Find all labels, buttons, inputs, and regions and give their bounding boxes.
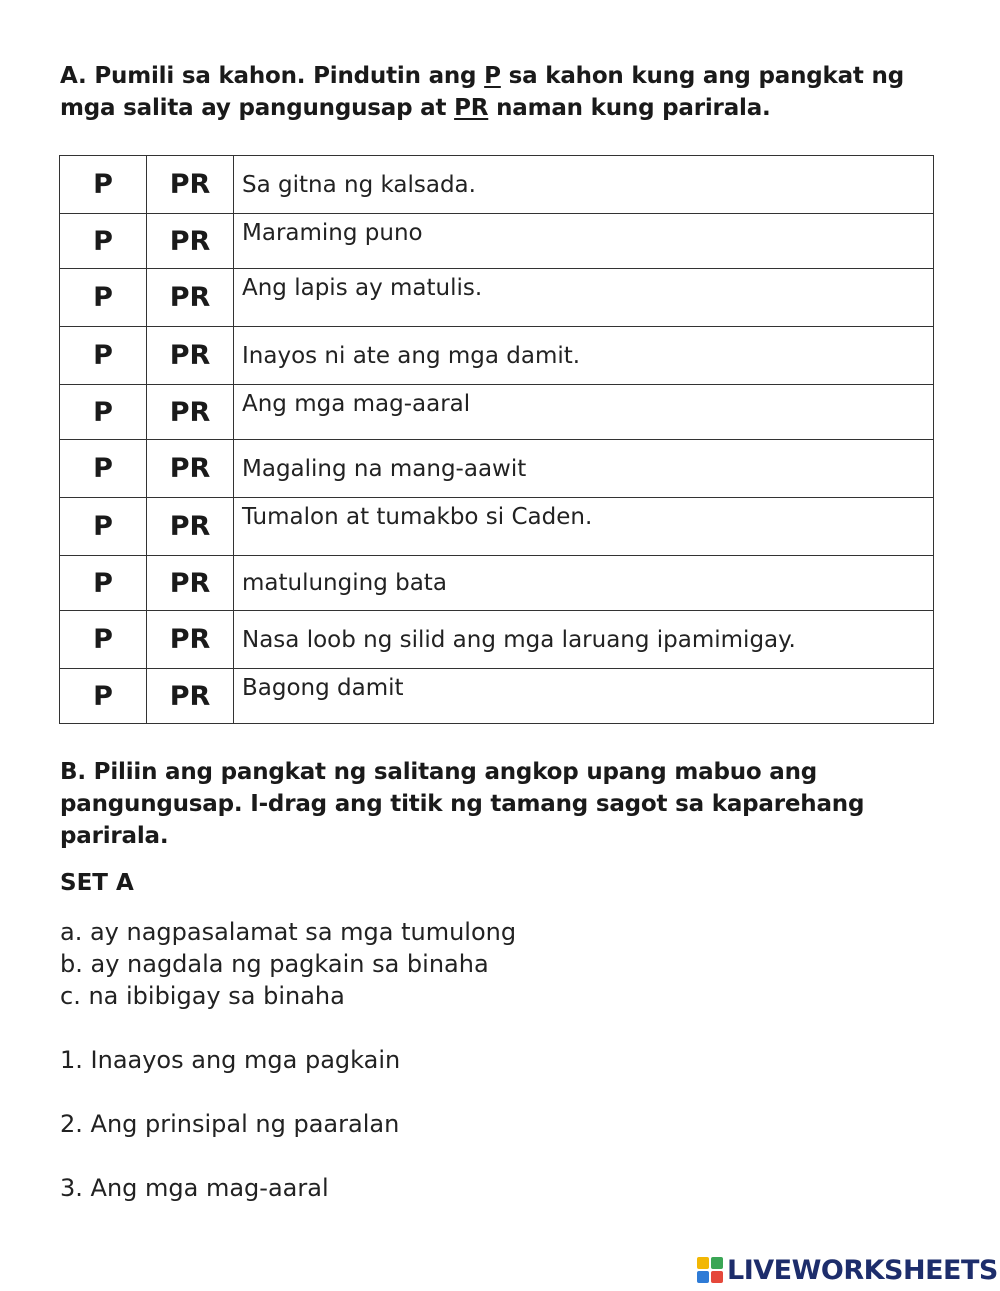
phrase-text: Magaling na mang-aawit [234,440,934,498]
section-a-instruction: A. Pumili sa kahon. Pindutin ang P sa kahon kung ang pangkat ng mga salita ay pangungusap at PR naman kung parirala. [60,63,904,121]
option-p-button[interactable]: P [60,556,147,611]
section-b-instruction: B. Piliin ang pangkat ng salitang angkop upang mabuo ang pangungusap. I-drag ang titik ng tamang sagot sa kaparehang parirala. [60,759,865,849]
drop-zone-1[interactable] [408,1048,468,1074]
phrase-text: Ang lapis ay matulis. [234,269,934,327]
option-p-button[interactable]: P [60,440,147,498]
option-pr-button[interactable]: PR [147,327,234,385]
pr-label: PR [454,95,489,121]
option-pr-button[interactable]: PR [147,611,234,669]
item-2-text: 2. Ang prinsipal ng paaralan [60,1110,400,1138]
option-pr-button[interactable]: PR [147,385,234,440]
phrase-text: Inayos ni ate ang mga damit. [234,327,934,385]
option-p-button[interactable]: P [60,669,147,724]
phrase-text: Nasa loob ng silid ang mga laruang ipamimigay. [234,611,934,669]
set-label: SET A [60,870,134,896]
selection-table [59,155,934,724]
phrase-text: Ang mga mag-aaral [234,385,934,440]
table-row [60,611,934,669]
option-pr-button[interactable]: PR [147,669,234,724]
drop-zone-3[interactable] [336,1176,396,1202]
table-row [60,556,934,611]
item-3-text: 3. Ang mga mag-aaral [60,1174,329,1202]
option-p-button[interactable]: P [60,156,147,214]
option-pr-button[interactable]: PR [147,440,234,498]
option-pr-button[interactable]: PR [147,498,234,556]
option-pr-button[interactable]: PR [147,156,234,214]
option-p-button[interactable]: P [60,327,147,385]
liveworksheets-logo [697,1253,998,1287]
table-row [60,669,934,724]
p-label: P [484,63,501,89]
table-row [60,269,934,327]
phrase-text: Bagong damit [234,669,934,724]
phrase-text: matulunging bata [234,556,934,611]
item-3 [60,1174,396,1202]
option-pr-button[interactable]: PR [147,214,234,269]
item-2 [60,1110,467,1138]
item-1 [60,1046,468,1074]
option-p-button[interactable]: P [60,498,147,556]
table-row [60,327,934,385]
choice-a: a. ay nagpasalamat sa mga tumulong [60,918,517,946]
table-row [60,214,934,269]
option-pr-button[interactable]: PR [147,269,234,327]
phrase-text: Maraming puno [234,214,934,269]
drop-zone-2[interactable] [407,1112,467,1138]
option-p-button[interactable]: P [60,214,147,269]
logo-text: LIVEWORKSHEETS [727,1254,998,1286]
phrase-text: Sa gitna ng kalsada. [234,156,934,214]
logo-icon [697,1257,723,1283]
item-1-text: 1. Inaayos ang mga pagkain [60,1046,401,1074]
option-p-button[interactable]: P [60,269,147,327]
choice-b: b. ay nagdala ng pagkain sa binaha [60,950,489,978]
option-p-button[interactable]: P [60,385,147,440]
table-row [60,385,934,440]
table-row [60,156,934,214]
option-p-button[interactable]: P [60,611,147,669]
option-pr-button[interactable]: PR [147,556,234,611]
phrase-text: Tumalon at tumakbo si Caden. [234,498,934,556]
table-row [60,440,934,498]
choice-c: c. na ibibigay sa binaha [60,982,345,1010]
table-row [60,498,934,556]
